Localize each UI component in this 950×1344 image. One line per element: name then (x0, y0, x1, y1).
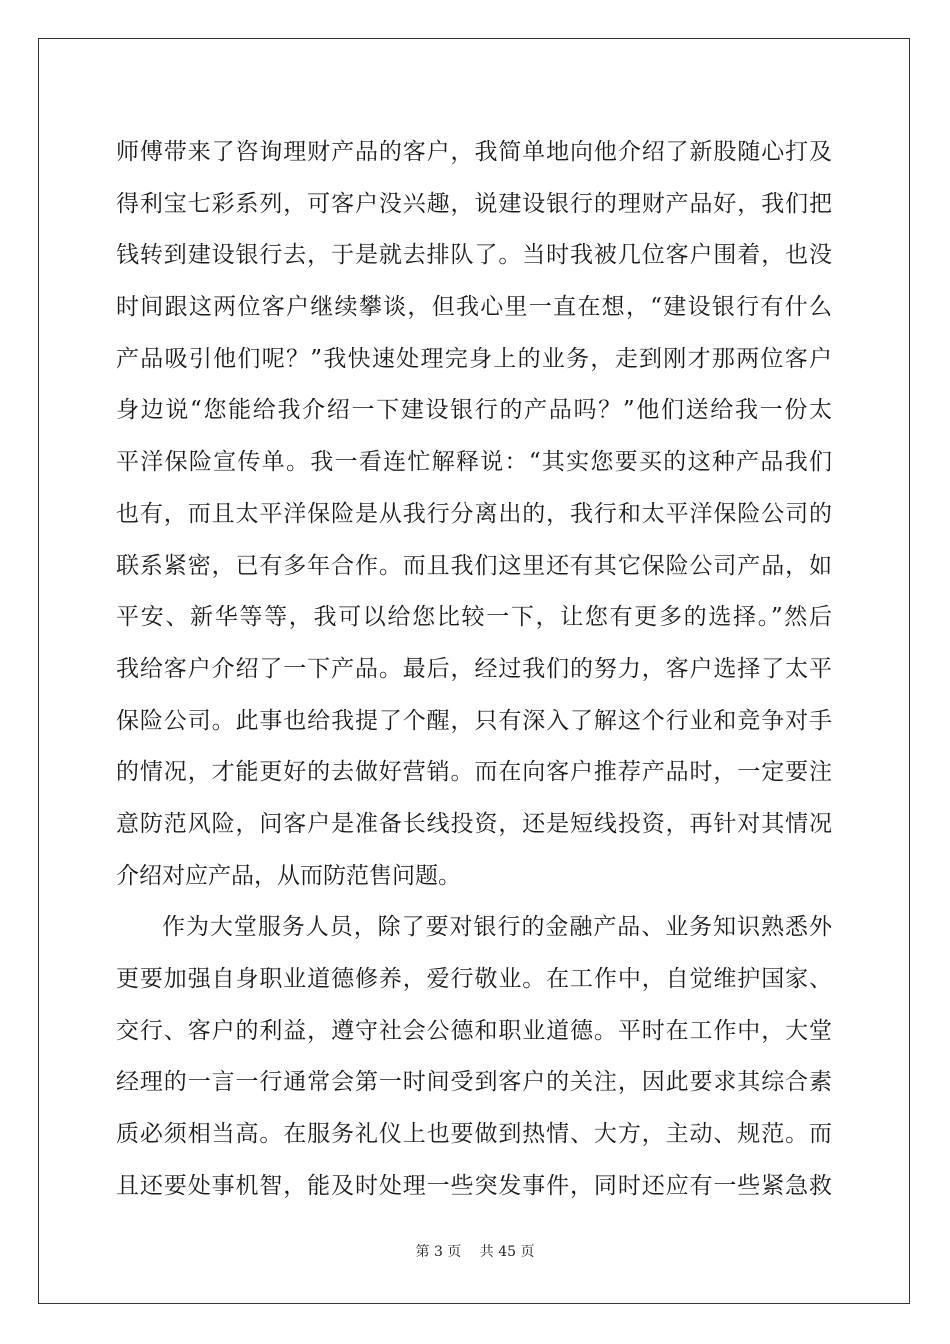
text-line: 身边说“您能给我介绍一下建设银行的产品吗？”他们送给我一份太 (116, 397, 832, 424)
text-line: 联系紧密，已有多年合作。而且我们这里还有其它保险公司产品，如 (116, 552, 832, 579)
text-line: 且还要处事机智，能及时处理一些突发事件，同时还应有一些紧急救 (116, 1172, 832, 1199)
page-footer (0, 1241, 950, 1261)
text-line: 介绍对应产品，从而防范售问题。 (116, 862, 461, 889)
text-line: 时间跟这两位客户继续攀谈，但我心里一直在想，“建设银行有什么 (116, 294, 832, 321)
text-line: 得利宝七彩系列，可客户没兴趣，说建设银行的理财产品好，我们把 (116, 190, 832, 217)
text-line: 保险公司。此事也给我提了个醒，只有深入了解这个行业和竞争对手 (116, 707, 832, 734)
document-body (116, 127, 832, 1212)
text-line: 更要加强自身职业道德修养，爱行敬业。在工作中，自觉维护国家、 (116, 966, 832, 992)
text-line: 作为大堂服务人员，除了要对银行的金融产品、业务知识熟悉外 (162, 914, 832, 941)
text-line: 质必须相当高。在服务礼仪上也要做到热情、大方，主动、规范。而 (116, 1121, 832, 1148)
text-line: 经理的一言一行通常会第一时间受到客户的关注，因此要求其综合素 (116, 1069, 832, 1096)
text-line: 钱转到建设银行去，于是就去排队了。当时我被几位客户围着，也没 (116, 242, 832, 269)
text-line: 交行、客户的利益，遵守社会公德和职业道德。平时在工作中，大堂 (116, 1017, 832, 1044)
text-line: 意防范风险，问客户是准备长线投资，还是短线投资，再针对其情况 (116, 810, 832, 837)
text-line: 平安、新华等等，我可以给您比较一下，让您有更多的选择。”然后 (116, 604, 832, 631)
text-line: 也有，而且太平洋保险是从我行分离出的，我行和太平洋保险公司的 (116, 500, 832, 527)
text-line: 产品吸引他们呢？”我快速处理完身上的业务，走到刚才那两位客户 (116, 345, 832, 372)
text-line: 我给客户介绍了一下产品。最后，经过我们的努力，客户选择了太平 (116, 655, 832, 682)
text-line: 师傅带来了咨询理财产品的客户，我简单地向他介绍了新股随心打及 (116, 139, 832, 165)
page-number: 第 3 页 (415, 1244, 462, 1260)
text-line: 的情况，才能更好的去做好营销。而在向客户推荐产品时，一定要注 (116, 759, 832, 786)
text-line: 平洋保险宣传单。我一看连忙解释说：“其实您要买的这种产品我们 (116, 449, 832, 476)
total-pages: 共 45 页 (479, 1244, 535, 1260)
